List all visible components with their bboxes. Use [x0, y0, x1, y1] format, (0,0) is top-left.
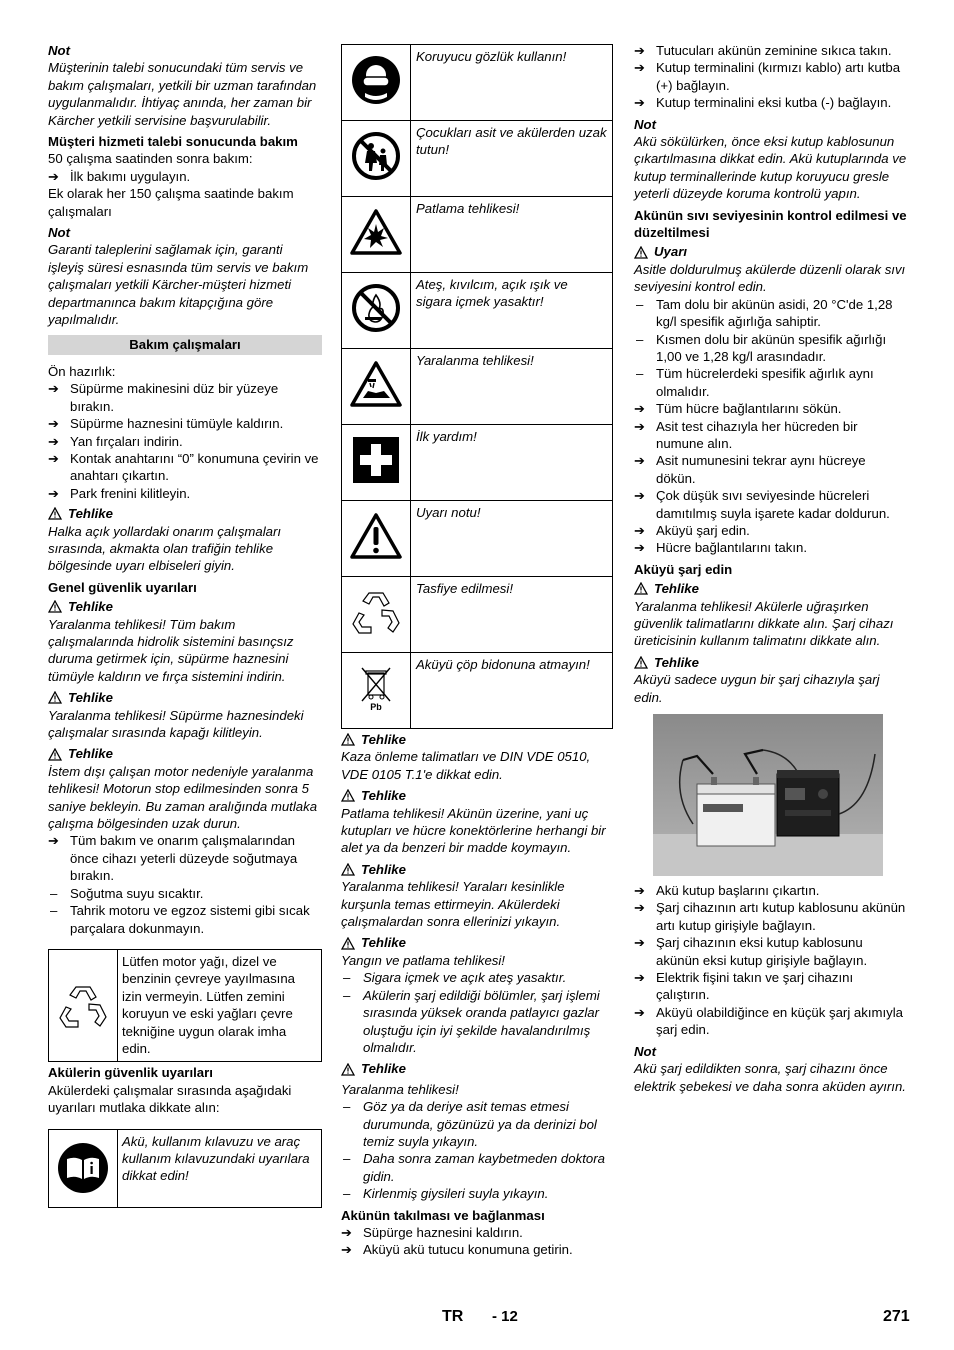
warning-triangle-icon	[341, 733, 355, 746]
subheading: Akünün sıvı seviyesinin kontrol edilmesi ve düzeltilmesi	[634, 207, 907, 241]
list-item: ➔ Kontak anahtarını “0” konumuna çevirin ve anahtarı çıkartın.	[48, 450, 319, 484]
subheading: Aküyü şarj edin	[634, 561, 733, 577]
paragraph: 50 çalışma saatinden sonra bakım:	[48, 151, 253, 167]
symbol-text: İlk yardım!	[411, 425, 613, 501]
table-row	[342, 349, 613, 425]
danger-text: Kaza önleme talimatları ve DIN VDE 0510, VDE 0105 T.1'e dikkat edin.	[341, 749, 591, 782]
column-2	[341, 44, 613, 1259]
pb-label: Pb	[370, 702, 382, 712]
table-row	[342, 501, 613, 577]
arrow-icon: ➔	[634, 935, 646, 951]
danger-text: Yangın ve patlama tehlikesi!	[341, 952, 505, 968]
arrow-icon: ➔	[48, 450, 60, 466]
table-row	[342, 45, 613, 121]
manual-notice-box	[48, 1129, 322, 1208]
list-item: ➔ Şarj cihazının eksi kutup kablosunu akünün eksi kutup girişiyle bağlayın.	[634, 935, 868, 968]
danger-text: Yaralanma tehlikesi! Yaraları kesinlikle kurşunla temas ettirmeyin. Akülerdeki çalışmalardan sonra ellerinizi yıkayın.	[341, 879, 565, 930]
list-item: – Tam dolu bir akünün asidi, 20 °C'de 1,28 kg/l spesifik ağırlığa sahiptir.	[636, 296, 893, 330]
manual-icon	[49, 1130, 118, 1207]
warning-triangle-icon	[634, 246, 648, 259]
arrow-icon: ➔	[634, 60, 646, 76]
subheading: Akülerin güvenlik uyarıları	[48, 1065, 213, 1081]
danger-label: Tehlike	[634, 654, 908, 671]
footer-page-total: 271	[883, 1308, 910, 1325]
goggles-icon	[342, 45, 411, 121]
danger-text: Patlama tehlikesi! Akünün üzerine, yani uç kutupları ve hücre konektörlerine herhangi bir alet ya da benzeri bir madde koymayın.	[341, 805, 606, 856]
list-item: ➔ Aküyü akü tutucu konumuna getirin.	[341, 1242, 573, 1258]
danger-text: Halka açık yollardaki onarım çalışmaları sırasında, akmakta olan trafiğin tehlike bölgesinde uyarı elbiseleri giyin.	[48, 523, 282, 574]
table-row	[342, 653, 613, 729]
paragraph: Ek olarak her 150 çalışma saatinde bakım çalışmaları	[48, 186, 294, 219]
arrow-icon: ➔	[634, 1004, 646, 1020]
arrow-icon: ➔	[48, 168, 60, 184]
manual-notice-text: Akü, kullanım kılavuzu ve araç kullanım kılavuzundaki uyarılara dikkat edin!	[122, 1133, 310, 1184]
warning-triangle-icon	[48, 507, 62, 520]
note-title: Not	[634, 1043, 656, 1059]
danger-label: Tehlike	[48, 745, 322, 762]
arrow-icon: ➔	[48, 416, 60, 432]
warning-triangle-icon	[634, 656, 648, 669]
subheading: Akünün takılması ve bağlanması	[341, 1207, 545, 1223]
arrow-icon: ➔	[634, 43, 646, 58]
danger-label: Tehlike	[48, 689, 322, 706]
subheading: Müşteri hizmeti talebi sonucunda bakım	[48, 134, 298, 150]
list-item: – Tahrik motoru ve egzoz sistemi gibi sıcak parçalara dokunmayın.	[50, 903, 310, 936]
symbol-text: Patlama tehlikesi!	[411, 197, 613, 273]
note-title: Not	[48, 225, 70, 241]
paragraph: Akülerdeki çalışmalar sırasında aşağıdaki uyarıları mutlaka dikkate alın:	[48, 1082, 292, 1116]
note-text: Akü sökülürken, önce eksi kutup kablosunun çıkartılmasına dikkat edin. Akü kutuplarında ve kutup terminallerinde kutup koruyucu gresle yeterli düzeyde koruma kontrolü yapın.	[634, 134, 907, 202]
warning-icon	[342, 501, 411, 577]
arrow-icon: ➔	[634, 488, 646, 504]
list-item: – Tüm hücrelerdeki spesifik ağırlık aynı olmalıdır.	[636, 366, 874, 399]
table-row	[342, 577, 613, 653]
symbol-text: Uyarı notu!	[411, 501, 613, 577]
list-item: ➔ Tüm bakım ve onarım çalışmalarından önce cihazı yeterli düzeyde soğutmaya bırakın.	[48, 833, 298, 884]
danger-label: Tehlike	[341, 731, 613, 748]
note-text: Akü şarj edildikten sonra, şarj cihazını önce elektrik şebekesi ve daha sonra aküden ayırın.	[634, 1061, 906, 1094]
list-item: – Soğutma suyu sıcaktır.	[50, 885, 204, 901]
symbol-text: Yaralanma tehlikesi!	[411, 349, 613, 425]
danger-text: Yaralanma tehlikesi!	[341, 1081, 459, 1097]
arrow-icon: ➔	[634, 95, 646, 111]
arrow-icon: ➔	[341, 1224, 353, 1240]
symbol-text: Aküyü çöp bidonuna atmayın!	[411, 653, 613, 729]
first-aid-icon	[342, 425, 411, 501]
danger-label: Tehlike	[634, 580, 908, 597]
symbol-table	[341, 44, 613, 729]
list-item: ➔ Aküyü olabildiğince en küçük şarj akımıyla şarj edin.	[634, 1004, 904, 1038]
table-row	[342, 425, 613, 501]
symbol-text: Ateş, kıvılcım, açık ışık ve sigara içmek yasaktır!	[411, 273, 613, 349]
warning-triangle-icon	[341, 1063, 355, 1076]
note-title: Not	[48, 43, 70, 58]
list-item: ➔ Hücre bağlantılarını takın.	[634, 540, 808, 556]
footer-lang: TR	[442, 1308, 464, 1325]
list-item: ➔ Tüm hücre bağlantılarını sökün.	[634, 401, 842, 417]
arrow-icon: ➔	[634, 900, 646, 916]
prep-list	[48, 380, 322, 502]
symbol-text: Çocukları asit ve akülerden uzak tutun!	[411, 121, 613, 197]
list-item: – Sigara içmek ve açık ateş yasaktır.	[343, 970, 567, 986]
arrow-icon: ➔	[634, 970, 646, 986]
warning-text: Asitle doldurulmuş akülerde düzenli olarak sıvı seviyesini kontrol edin.	[634, 261, 906, 295]
list-item: ➔ Şarj cihazının artı kutup kablosunu akünün artı kutup girişiyle bağlayın.	[634, 900, 906, 933]
list-item: ➔ Elektrik fişini takın ve şarj cihazını çalıştırın.	[634, 970, 854, 1003]
column-3	[634, 42, 908, 1095]
paragraph: Ön hazırlık:	[48, 363, 116, 379]
recycle-notice-text: Lütfen motor yağı, dizel ve benzinin çevreye yayılmasına izin vermeyin. Lütfen zemini koruyun ve eski yağları çevre tekniğine uygun olarak imha edin.	[122, 953, 295, 1056]
list-item: ➔ Kutup terminalini eksi kutba (-) bağlayın.	[634, 95, 892, 111]
list-item: ➔ Park frenini kilitleyin.	[48, 485, 191, 501]
danger-text: İstem dışı çalışan motor nedeniyle yaralanma tehlikesi! Motorun stop edilmesinden sonra 5 saniye bekleyin. Bu zaman aralığında mutlaka çalışma bölgesinden uzak durun.	[48, 763, 318, 832]
arrow-icon: ➔	[48, 433, 60, 449]
table-row	[342, 121, 613, 197]
warning-triangle-icon	[341, 789, 355, 802]
recycle-notice-box	[48, 949, 322, 1062]
warning-triangle-icon	[48, 748, 62, 761]
arrow-icon: ➔	[634, 453, 646, 469]
note-text: Müşterinin talebi sonucundaki tüm servis ve bakım çalışmaları, yetkili bir uzman tarafından uygulanmalıdır. İhtiyaç anında, her zaman bir Kärcher yetkili servisine başvurulabilir.	[48, 60, 317, 128]
danger-label: Tehlike	[48, 598, 322, 615]
list-item: ➔ Tutucuları akünün zeminine sıkıca takın.	[634, 43, 892, 58]
danger-label: Tehlike	[341, 934, 613, 951]
arrow-icon: ➔	[634, 883, 646, 899]
warning-triangle-icon	[341, 863, 355, 876]
symbol-text: Koruyucu gözlük kullanın!	[411, 45, 613, 121]
explosion-icon	[342, 197, 411, 273]
no-children-icon	[342, 121, 411, 197]
danger-text: Yaralanma tehlikesi! Akülerle uğraşırken güvenlik talimatlarını dikkate alın. Şarj cihazı üreticisinin kullanım talimatını dikkate alın.	[634, 598, 894, 649]
danger-text: Yaralanma tehlikesi! Süpürme haznesindeki çalışmalar sırasında kapağı kilitleyin.	[48, 707, 304, 741]
danger-text: Aküyü sadece uygun bir şarj cihazıyla şarj edin.	[634, 672, 880, 705]
column-1	[48, 42, 322, 1208]
corrosive-icon	[342, 349, 411, 425]
list-item: ➔ İlk bakımı uygulayın.	[48, 168, 191, 184]
list-item: ➔ Kutup terminalini (kırmızı kablo) artı kutba (+) bağlayın.	[634, 60, 901, 93]
list-item: – Kirlenmiş giysileri suyla yıkayın.	[343, 1186, 549, 1202]
arrow-icon: ➔	[634, 540, 646, 556]
arrow-icon: ➔	[48, 381, 60, 397]
note-text: Garanti taleplerini sağlamak için, garanti işleyiş süresi esnasında tüm servis ve bakım çalışmaları yetkili Kärcher-müşteri hizmeti departmanınca bakım kitapçığına göre yapılmalıdır.	[48, 242, 309, 328]
arrow-icon: ➔	[341, 1242, 353, 1258]
list-item: – Daha sonra zaman kaybetmeden doktora gidin.	[343, 1151, 605, 1184]
note-title: Not	[634, 116, 656, 132]
danger-label: Tehlike	[341, 1060, 613, 1077]
symbol-text: Tasfiye edilmesi!	[411, 577, 613, 653]
arrow-icon: ➔	[48, 833, 60, 849]
section-title: Bakım çalışmaları	[48, 335, 322, 355]
list-item: – Göz ya da deriye asit temas etmesi durumunda, gözünüzü ya da derinizi bol temiz suyla yıkayın.	[343, 1099, 597, 1149]
battery-charger-photo	[653, 714, 883, 876]
warning-triangle-icon	[341, 937, 355, 950]
warning-triangle-icon	[48, 600, 62, 613]
warning-triangle-icon	[634, 582, 648, 595]
footer-page-local: - 12	[492, 1308, 518, 1325]
table-row	[342, 273, 613, 349]
list-item: ➔ Süpürme makinesini düz bir yüzeye bırakın.	[48, 381, 279, 414]
arrow-icon: ➔	[48, 485, 60, 501]
warning-label: Uyarı	[634, 243, 908, 260]
subheading: Genel güvenlik uyarıları	[48, 579, 197, 595]
no-bin-icon	[342, 653, 411, 729]
list-item: ➔ Çok düşük sıvı seviyesinde hücreleri damıtılmış suyla işarete kadar doldurun.	[634, 488, 890, 521]
danger-label: Tehlike	[48, 505, 322, 522]
recycle-icon	[49, 950, 118, 1061]
list-item: ➔ Aküyü şarj edin.	[634, 522, 750, 538]
list-item: – Akülerin şarj edildiği bölümler, şarj işlemi sırasında yüksek oranda patlayıcı gazlar oluştuğu için iyi şekilde havalandırılmış olmalıdır.	[343, 987, 600, 1055]
list-item: ➔ Akü kutup başlarını çıkartın.	[634, 883, 820, 899]
arrow-icon: ➔	[634, 418, 646, 434]
danger-label: Tehlike	[341, 861, 613, 878]
warning-triangle-icon	[48, 691, 62, 704]
table-row	[342, 197, 613, 273]
list-item: ➔ Süpürme haznesini tümüyle kaldırın.	[48, 416, 284, 432]
danger-text: Yaralanma tehlikesi! Tüm bakım çalışmalarında hidrolik sistemini basınçsız duruma getirmek için, süpürme haznesini tümüyle kaldırın ve fırça sistemini indirin.	[48, 616, 294, 684]
danger-label: Tehlike	[341, 787, 613, 804]
list-item: ➔ Asit numunesini tekrar aynı hücreye dökün.	[634, 453, 866, 486]
arrow-icon: ➔	[634, 522, 646, 538]
no-fire-icon	[342, 273, 411, 349]
list-item: ➔ Süpürge haznesini kaldırın.	[341, 1224, 523, 1240]
list-item: ➔ Yan fırçaları indirin.	[48, 433, 183, 449]
arrow-icon: ➔	[634, 401, 646, 417]
list-item: – Kısmen dolu bir akünün spesifik ağırlığı 1,00 ve 1,28 kg/l arasındadır.	[636, 331, 887, 364]
list-item: ➔ Asit test cihazıyla her hücreden bir numune alın.	[634, 418, 858, 451]
recycle-icon	[342, 577, 411, 653]
